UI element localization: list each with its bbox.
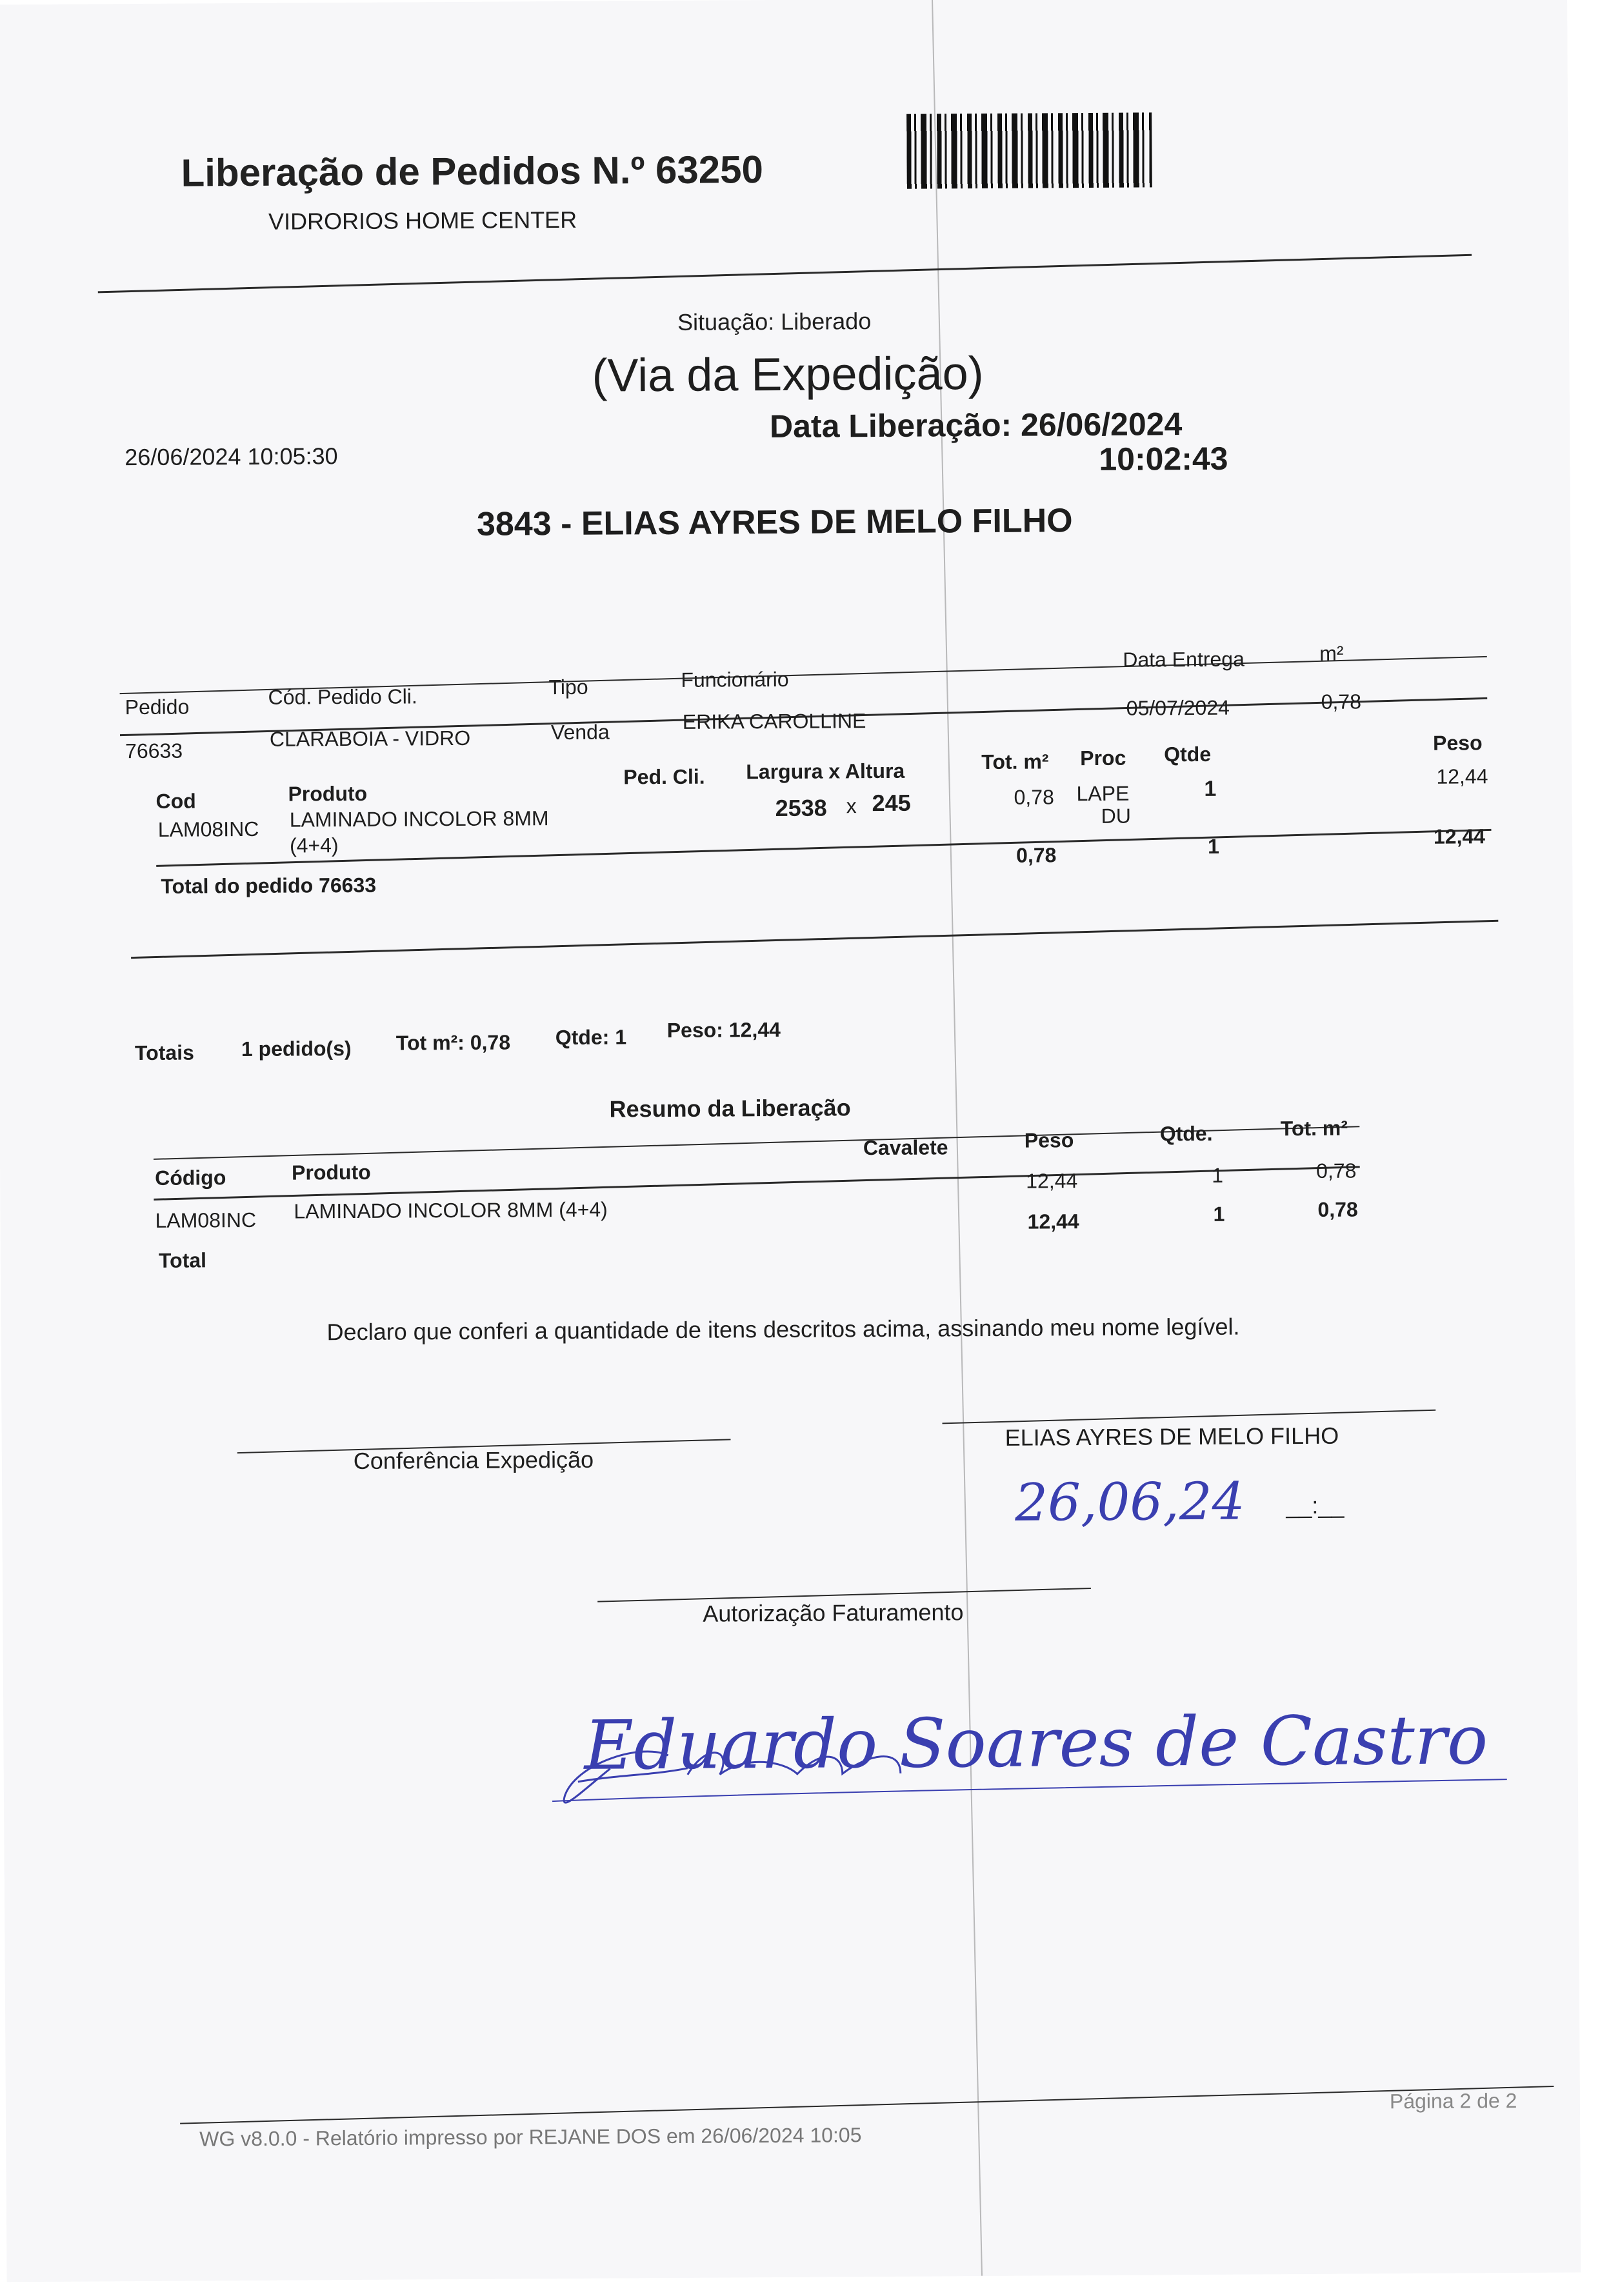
order-funcionario: ERIKA CAROLLINE xyxy=(682,709,866,734)
item-produto-line1: LAMINADO INCOLOR 8MM xyxy=(289,806,549,832)
header-pedido: Pedido xyxy=(125,695,190,719)
item-header-produto: Produto xyxy=(288,781,368,806)
summary-total-label: Total xyxy=(158,1248,207,1272)
header-data-entrega: Data Entrega xyxy=(1123,647,1245,672)
footer-report: WG v8.0.0 - Relatório impresso por REJANE DOS em 26/06/2024 10:05 xyxy=(199,2123,862,2151)
footer-page-number: Página 2 de 2 xyxy=(1389,2088,1517,2113)
totals-qtde: Qtde: 1 xyxy=(555,1025,627,1050)
order-tipo: Venda xyxy=(550,720,610,744)
item-largura: 2538 xyxy=(775,794,827,821)
header-m2: m² xyxy=(1319,641,1344,665)
item-header-proc: Proc xyxy=(1080,746,1126,770)
footer-divider xyxy=(180,2086,1554,2124)
summary-title: Resumo da Liberação xyxy=(609,1094,851,1123)
item-qtde: 1 xyxy=(1204,776,1217,801)
autorizacao-label: Autorização Faturamento xyxy=(703,1599,964,1627)
signature-text: Eduardo Soares de Castro xyxy=(584,1701,1488,1785)
item-header-peso: Peso xyxy=(1432,731,1483,755)
summary-total-tot-m2: 0,78 xyxy=(1317,1197,1358,1221)
summary-row-codigo: LAM08INC xyxy=(155,1208,257,1232)
order-block-bottom-line xyxy=(131,920,1498,959)
handwritten-signature xyxy=(539,1666,1508,1840)
summary-total-peso: 12,44 xyxy=(1027,1210,1079,1233)
header-cod-pedido-cli: Cód. Pedido Cli. xyxy=(268,684,417,709)
header-tipo: Tipo xyxy=(548,675,588,699)
order-total-qtde: 1 xyxy=(1207,834,1219,858)
item-tot-m2: 0,78 xyxy=(1014,785,1054,809)
item-header-largura-altura: Largura x Altura xyxy=(746,759,905,784)
company-name: VIDRORIOS HOME CENTER xyxy=(268,206,577,235)
item-cod: LAM08INC xyxy=(157,817,259,841)
order-m2: 0,78 xyxy=(1321,690,1362,714)
order-pedido: 76633 xyxy=(125,739,183,763)
declaration-text: Declaro que conferi a quantidade de itens descritos acima, assinando meu nome legível. xyxy=(326,1313,1240,1346)
item-x: x xyxy=(846,794,857,818)
totals-peso: Peso: 12,44 xyxy=(666,1017,781,1043)
order-total-label: Total do pedido 76633 xyxy=(161,873,377,898)
item-proc-line1: LAPE xyxy=(1076,781,1130,806)
totals-tot-m2: Tot m²: 0,78 xyxy=(395,1030,511,1055)
summary-header-codigo: Código xyxy=(155,1166,226,1190)
item-proc-line2: DU xyxy=(1101,804,1132,828)
summary-row-produto: LAMINADO INCOLOR 8MM (4+4) xyxy=(294,1197,608,1223)
order-data-entrega: 05/07/2024 xyxy=(1126,695,1230,720)
via-label: (Via da Expedição) xyxy=(592,347,984,402)
page-title: Liberação de Pedidos N.º 63250 xyxy=(181,148,764,195)
summary-row-tot-m2: 0,78 xyxy=(1315,1159,1357,1183)
item-header-tot-m2: Tot. m² xyxy=(981,750,1049,774)
item-header-ped-cli: Ped. Cli. xyxy=(623,764,705,789)
summary-header-qtde: Qtde. xyxy=(1159,1121,1213,1146)
summary-header-tot-m2: Tot. m² xyxy=(1280,1116,1348,1141)
summary-header-cavalete: Cavalete xyxy=(863,1135,948,1160)
release-date: Data Liberação: 26/06/2024 xyxy=(769,406,1183,445)
conferencia-label: Conferência Expedição xyxy=(353,1446,594,1474)
time-blank: __:__ xyxy=(1286,1492,1345,1519)
header-funcionario: Funcionário xyxy=(681,667,789,692)
summary-row-peso: 12,44 xyxy=(1026,1169,1078,1193)
client-name: 3843 - ELIAS AYRES DE MELO FILHO xyxy=(476,502,1073,543)
client-signature-name: ELIAS AYRES DE MELO FILHO xyxy=(1005,1422,1339,1451)
item-produto-line2: (4+4) xyxy=(289,834,339,857)
order-total-tot-m2: 0,78 xyxy=(1015,843,1057,867)
item-total-line xyxy=(156,829,1491,867)
totals-label: Totais xyxy=(134,1041,194,1065)
barcode-image xyxy=(906,112,1152,188)
item-peso: 12,44 xyxy=(1436,764,1488,788)
print-timestamp: 26/06/2024 10:05:30 xyxy=(125,443,338,471)
item-altura: 245 xyxy=(872,789,911,817)
signature-line-client xyxy=(942,1410,1435,1424)
item-header-qtde: Qtde xyxy=(1164,742,1212,766)
item-header-cod: Cod xyxy=(155,789,196,813)
summary-header-peso: Peso xyxy=(1024,1128,1074,1152)
order-total-peso: 12,44 xyxy=(1433,824,1486,848)
totals-pedidos: 1 pedido(s) xyxy=(241,1037,352,1061)
summary-row-qtde: 1 xyxy=(1212,1163,1224,1187)
summary-header-produto: Produto xyxy=(291,1160,371,1184)
status-text: Situação: Liberado xyxy=(677,308,872,335)
handwritten-date: 26,06,24 xyxy=(1014,1471,1245,1533)
order-cod-pedido-cli: CLARABOIA - VIDRO xyxy=(269,726,471,751)
header-divider xyxy=(98,254,1472,294)
summary-total-qtde: 1 xyxy=(1213,1202,1225,1226)
release-time: 10:02:43 xyxy=(1099,440,1228,477)
